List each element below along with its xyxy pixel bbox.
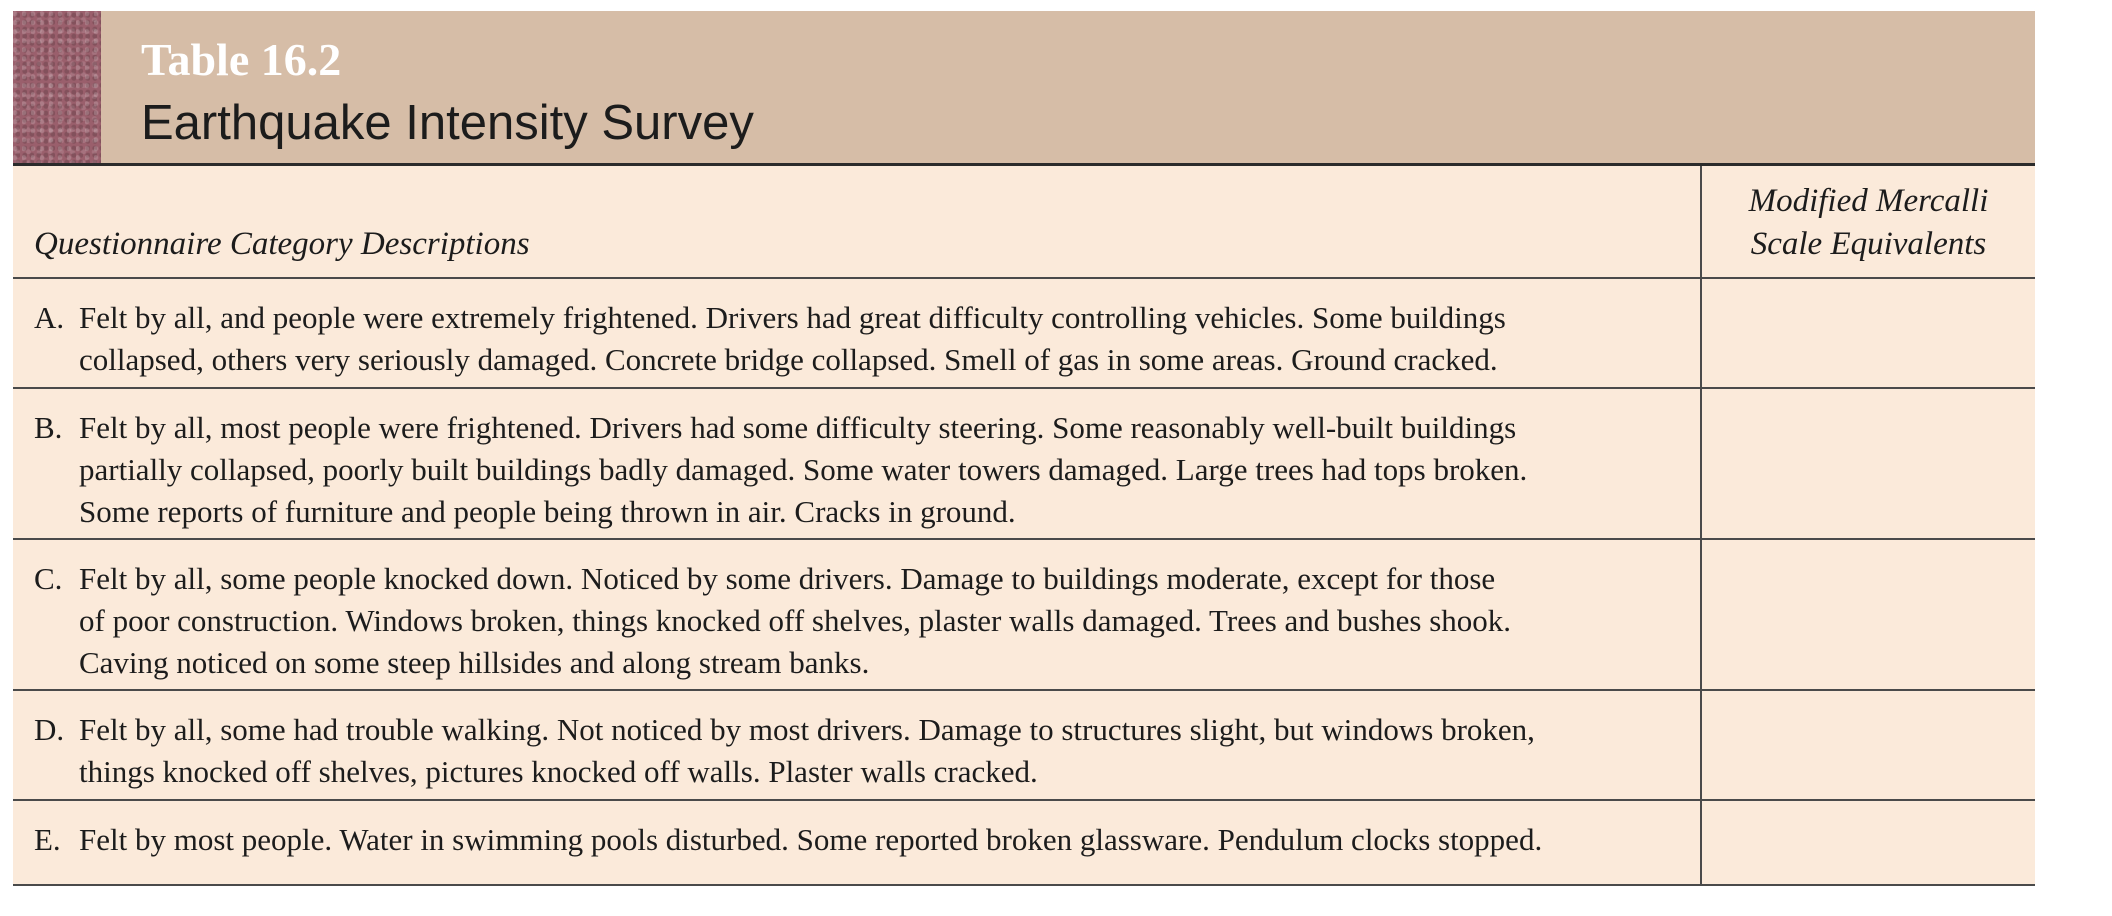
scale-equivalent-cell[interactable] (1702, 279, 2035, 387)
scale-equivalent-cell[interactable] (1702, 389, 2035, 538)
description-cell (13, 540, 1702, 689)
category-description (79, 709, 1680, 793)
scale-equivalent-cell[interactable] (1702, 801, 2035, 884)
category-letter: C. (34, 561, 63, 596)
header-scale-label (1702, 180, 2035, 266)
table-header-row (13, 166, 2035, 279)
category-entry (34, 819, 1680, 861)
description-line: things knocked off shelves, pictures knocked off walls. Plaster walls cracked. (79, 754, 1038, 789)
category-letter: D. (34, 712, 65, 747)
description-line: Felt by all, most people were frightened. Drivers had some difficulty steering. Some reasonably well-built buildings (79, 410, 1517, 445)
header-desc-cell (13, 166, 1702, 277)
category-entry (34, 558, 1680, 684)
header-scale-cell (1702, 166, 2035, 277)
description-line: Felt by all, some had trouble walking. Not noticed by most drivers. Damage to structures slight, but windows broken, (79, 712, 1535, 747)
table-row (13, 540, 2035, 691)
intensity-survey-table (13, 11, 2035, 886)
table-number: Table 16.2 (141, 34, 342, 85)
description-line: Some reports of furniture and people being thrown in air. Cracks in ground. (79, 494, 1016, 529)
table-row (13, 279, 2035, 389)
category-entry (34, 297, 1680, 381)
description-cell (13, 801, 1702, 884)
scale-equivalent-cell[interactable] (1702, 540, 2035, 689)
table-row (13, 691, 2035, 801)
table-row (13, 801, 2035, 886)
description-line: Felt by most people. Water in swimming pools disturbed. Some reported broken glassware. Pendulum clocks stopped. (79, 822, 1543, 857)
category-letter: B. (34, 410, 63, 445)
category-letter: A. (34, 300, 65, 335)
description-line: Felt by all, some people knocked down. Noticed by some drivers. Damage to buildings moderate, except for those (79, 561, 1496, 596)
description-line: Felt by all, and people were extremely frightened. Drivers had great difficulty controlling vehicles. Some buildings (79, 300, 1506, 335)
description-line: partially collapsed, poorly built buildings badly damaged. Some water towers damaged. Large trees had tops broken. (79, 452, 1528, 487)
description-line: Caving noticed on some steep hillsides and along stream banks. (79, 645, 870, 680)
header-scale-line: Modified Mercalli (1748, 183, 1989, 219)
header-scale-line: Scale Equivalents (1750, 226, 1987, 262)
decorative-swatch (13, 11, 101, 163)
category-entry (34, 709, 1680, 793)
category-letter: E. (34, 822, 61, 857)
table-title-bar (13, 11, 2035, 166)
category-description (79, 819, 1680, 861)
description-cell (13, 389, 1702, 538)
description-line: collapsed, others very seriously damaged. Concrete bridge collapsed. Smell of gas in some areas. Ground cracked. (79, 342, 1498, 377)
category-description (79, 558, 1680, 684)
category-entry (34, 407, 1680, 533)
category-description (79, 407, 1680, 533)
table-title: Earthquake Intensity Survey (141, 96, 754, 150)
table-row (13, 389, 2035, 540)
scale-equivalent-cell[interactable] (1702, 691, 2035, 799)
description-line: of poor construction. Windows broken, things knocked off shelves, plaster walls damaged. Trees and bushes shook. (79, 603, 1512, 638)
description-cell (13, 691, 1702, 799)
description-cell (13, 279, 1702, 387)
category-description (79, 297, 1680, 381)
header-desc-label: Questionnaire Category Descriptions (34, 226, 530, 262)
table-body (13, 279, 2035, 886)
